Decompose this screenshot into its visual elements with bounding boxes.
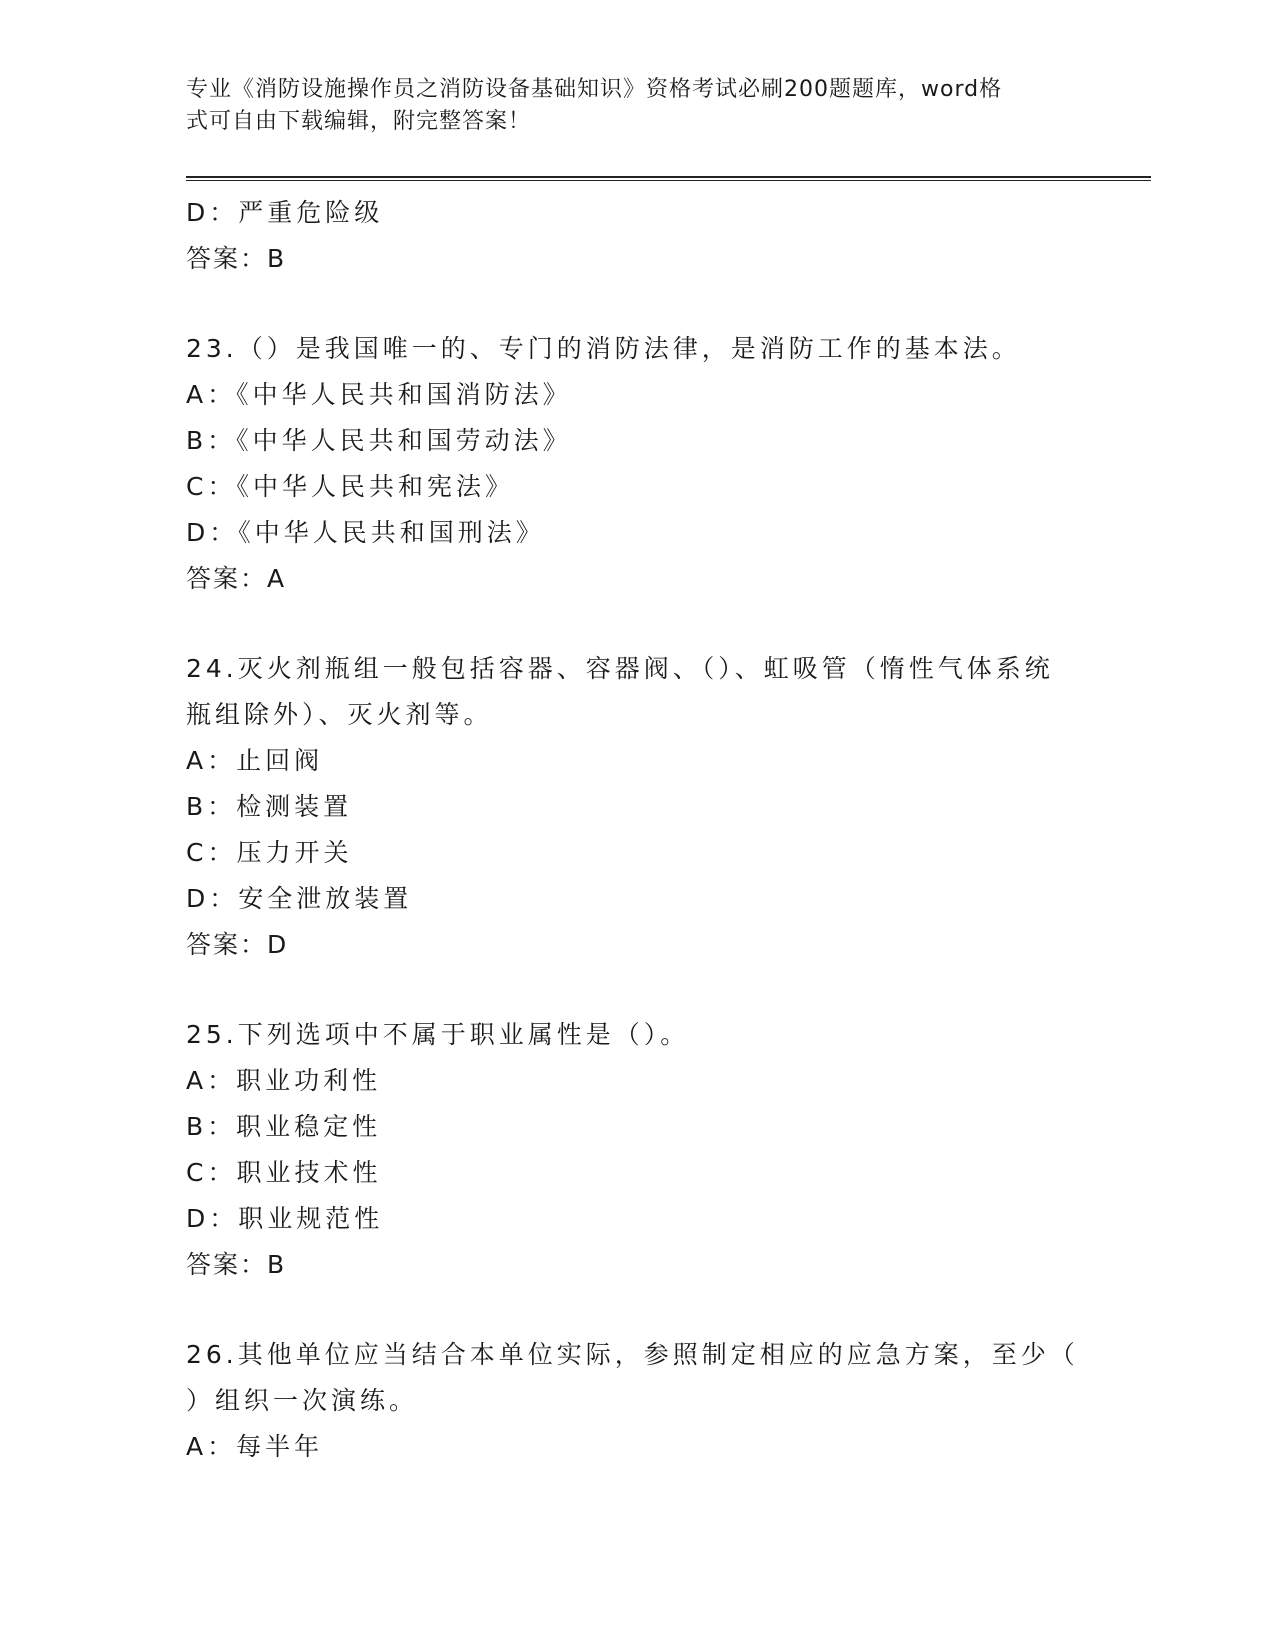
option-c: C：《中华人民共和宪法》 xyxy=(186,472,514,501)
question-stem-line-2: 瓶组除外）、灭火剂等。 xyxy=(186,700,493,729)
answer-line: 答案：B xyxy=(186,1250,287,1279)
header-line-1: 专业《消防设施操作员之消防设备基础知识》资格考试必刷200题题库，word格 xyxy=(186,77,1003,102)
option-c: C：压力开关 xyxy=(186,838,353,867)
spacer xyxy=(186,1288,1076,1332)
option-a: A：每半年 xyxy=(186,1432,324,1461)
spacer xyxy=(186,968,1076,1012)
answer-line: 答案：A xyxy=(186,564,287,593)
question-23 xyxy=(186,326,1076,602)
document-header xyxy=(186,74,1076,138)
question-list xyxy=(186,190,1079,1470)
option-a: A：止回阀 xyxy=(186,746,324,775)
spacer xyxy=(186,602,1076,646)
answer-line: 答案：D xyxy=(186,930,289,959)
option-d: D：安全泄放装置 xyxy=(186,884,413,913)
question-stem: 23.（）是我国唯一的、专门的消防法律，是消防工作的基本法。 xyxy=(186,334,1021,363)
option-b: B：检测装置 xyxy=(186,792,353,821)
question-stem-line-2: ）组织一次演练。 xyxy=(186,1386,419,1415)
question-24 xyxy=(186,646,1076,968)
option-a: A：职业功利性 xyxy=(186,1066,382,1095)
option-d: D：职业规范性 xyxy=(186,1204,384,1233)
question-stem-line-1: 26.其他单位应当结合本单位实际，参照制定相应的应急方案，至少（ xyxy=(186,1340,1079,1369)
question-25 xyxy=(186,1012,1076,1288)
spacer xyxy=(186,282,1076,326)
question-26 xyxy=(186,1332,1079,1470)
option-a: A：《中华人民共和国消防法》 xyxy=(186,380,572,409)
answer-line: 答案：B xyxy=(186,244,287,273)
question-stem-line-1: 24.灭火剂瓶组一般包括容器、容器阀、（）、虹吸管（惰性气体系统 xyxy=(186,654,1054,683)
option-c: C：职业技术性 xyxy=(186,1158,382,1187)
option-d: D：严重危险级 xyxy=(186,198,384,227)
option-b: B：职业稳定性 xyxy=(186,1112,382,1141)
question-stem: 25.下列选项中不属于职业属性是（）。 xyxy=(186,1020,690,1049)
option-b: B：《中华人民共和国劳动法》 xyxy=(186,426,572,455)
header-line-2: 式可自由下载编辑，附完整答案！ xyxy=(186,109,532,134)
header-divider xyxy=(186,176,1151,181)
option-d: D：《中华人民共和国刑法》 xyxy=(186,518,545,547)
